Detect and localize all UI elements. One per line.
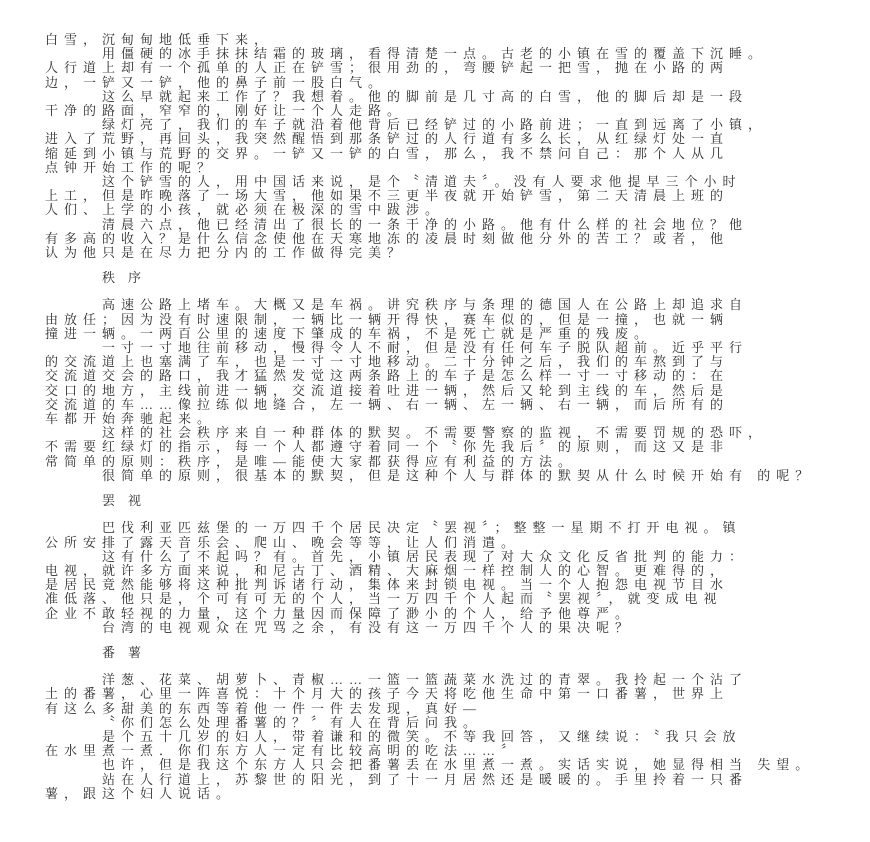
text-line: 清晨六点，他已经清出了很长的一条干净的小路。他有什么样的社会地位？他 (102, 216, 749, 232)
text-line: 边，一铲又一铲，他的鼻子前一股白气。 (45, 74, 388, 90)
page-text (45, 33, 845, 801)
text-line: 人行道上却有一个孤单的人正在铲雪；很用劲的，弯腰铲起一把雪，抛在小路的两 (45, 60, 730, 76)
text-line: 认为他只是在尽力把分内的工作做得完美？ (45, 245, 407, 261)
text-line: 在水里煮一煮．你们东方人一定有比较高明的吃法……〞 (45, 743, 521, 759)
text-line: 很简单的原则，很基本的默契，但是这种个人与群体的默契从什么时候开始有 的呢？ (102, 467, 815, 483)
text-line: 企业不敢轻视的力量，这个力量因而保障了渺小的个人，给予他尊严。 (45, 605, 635, 621)
text-line: 高速公路上堵车。大概又是车祸。讲究秩序与条理的德国人在公路上却追求自 (102, 297, 749, 313)
text-line: 进入了荒野，再回头，我突然醒悟到那条铲过的人行道有多么长，从红绿灯处一直 (45, 131, 730, 147)
text-line: 巴伐利亚匹兹堡的一万四千个居民决定〝罢视〞；整整一星期不打开电视。镇 (102, 520, 742, 536)
text-line: 〝你们怎么处理番薯的？〞有人在背后问我。 (102, 714, 483, 730)
text-line: 点钟开始工作的呢？ (45, 159, 217, 175)
text-line: 公所安排了露天音乐会、爬山、晚会等等，让人们消遣。 (45, 534, 521, 550)
text-line: 也许，但是我这个东方人只会把番薯丢在水里煮一煮。实话实说，她显得相当 失望。 (102, 757, 815, 773)
text-line: 绿灯亮了，我们的车子就沿着他背后已经铲过的小路前进；一直到远离了小镇， (102, 117, 768, 133)
text-line: 是居民竟然能够将这种批判诉诸行动，集体来封锁电视。当一个人抱怨电视节目水 (45, 577, 730, 593)
text-line: 不需要红绿灯的指示，每一个人都遵守着同一个〝你先我后〞的原则，而这又是非 (45, 439, 730, 455)
text-line: 台湾的电视观众在咒骂之余，有没有这一万四千个人的果决呢？ (102, 619, 635, 635)
text-line: 白雪，沉甸甸地低垂下来， (45, 32, 274, 47)
text-line: 常简单的原则：秩序，是唯—能使大家都获得应有利益的方法。 (45, 453, 578, 469)
text-line: 交口的地方，主线前进一辆，交流道接着吐进一辆，然后又轮到主线的车，然后是 (45, 382, 730, 398)
text-line: 一寸一寸地往前移动，慢得令人不耐，但是没有任何车子脱队超前。近乎平行 (102, 340, 749, 356)
text-line: 薯，跟这个妇人说话。 (45, 785, 236, 801)
text-line: 车都开始奔驰起来。 (45, 411, 217, 427)
text-line: 准低落、他只是，个可有可无的个人，当一万四千个人起而〝罢视〞，就变成电视 (45, 591, 723, 607)
text-line: 洋葱、花菜、胡萝卜、青椒……一篮一篮蔬菜水洗过的青翠。我拎起一个沾了 (102, 672, 749, 688)
text-line: 站在人行道上，苏黎世的阳光，到了十一月居然还是暖暖的。手里拎着一只番 (102, 771, 749, 787)
text-line: 这个铲雪的人，用中国话来说，是个〝清道夫〞。没有人要求他提早三个小时 (102, 174, 742, 190)
text-line: 是个五十几岁的妇人，带着谦和的微笑。不等我回答，又继续说：〝我只会放 (102, 728, 742, 744)
section-heading: 罢视 (102, 493, 155, 509)
text-line: 缩延到小镇与荒野的交界。一铲又一铲的白雪，那么，我不禁问自己：那个人从几 (45, 145, 730, 161)
text-line: 上工，但是昨晚落了一场大雪，他如果不三更半夜就开始铲雪，第二天清晨上班的 (45, 188, 730, 204)
text-line: 交流道的车……像拉练似地缝合，左一辆、右一辆、左一辆、右一辆，而后所有的 (45, 396, 730, 412)
text-line: 这样的社会秩序来自一种群体的默契。不需要警察的监视，不需要罚规的恐吓， (102, 425, 768, 441)
section-heading: 番薯 (102, 644, 155, 660)
section-heading: 秩序 (102, 270, 155, 286)
text-line: 电视，就许多方面来说，和尼古丁、酒精、大麻烟一样控制人的心智。更难得的， (45, 562, 730, 578)
text-line: 有这么多甜美的东西等着他一件一件去发现，真好— (45, 700, 483, 716)
text-line: 用僵硬的冰手抹抹结霜的玻璃，看得清楚一点。古老的小镇在雪的覆盖下沉睡。 (102, 46, 768, 62)
text-line: 干净的路面，窄窄的，刚好让一个人走路。 (45, 103, 407, 119)
text-line: 撞进一辆。一两百公里的速度下肇成的车祸，不是死亡就是严重的残废。 (45, 325, 654, 341)
text-line: 这么早就起来工作了？我想着。他的脚前是几寸高的白雪，他的脚后却是一段 (102, 88, 749, 104)
text-line: 人们、上学的小孩，就必须在极深的雪中跋涉。 (45, 202, 445, 218)
text-line: 土的番薯，心里一阵喜悦：十个月大的孩子今天将吃他生命中第一口番薯，世界上 (45, 686, 730, 702)
text-line: 由放任；因为没有时速限制，一辆比一辆开得快，赛车似的，但是一撞，也就一辆 (45, 311, 730, 327)
text-line: 有多高的收入？是什么信念使他在天寒地冻的凌晨时刻做他分外的苦工？或者，他 (45, 230, 730, 246)
text-line: 交流道交会的路口，我才猛然发觉这两条路上的车子是怎么样一寸一寸移动的：在 (45, 368, 730, 384)
text-line: 这有什么了不起吗？有。首先，小镇居民表现了对大众文化反省批判的能力： (102, 548, 749, 564)
text-line: 的交流道上也塞满了车，也是一寸一寸地移动。二十分钟之后，我们的车熬到了与 (45, 354, 730, 370)
